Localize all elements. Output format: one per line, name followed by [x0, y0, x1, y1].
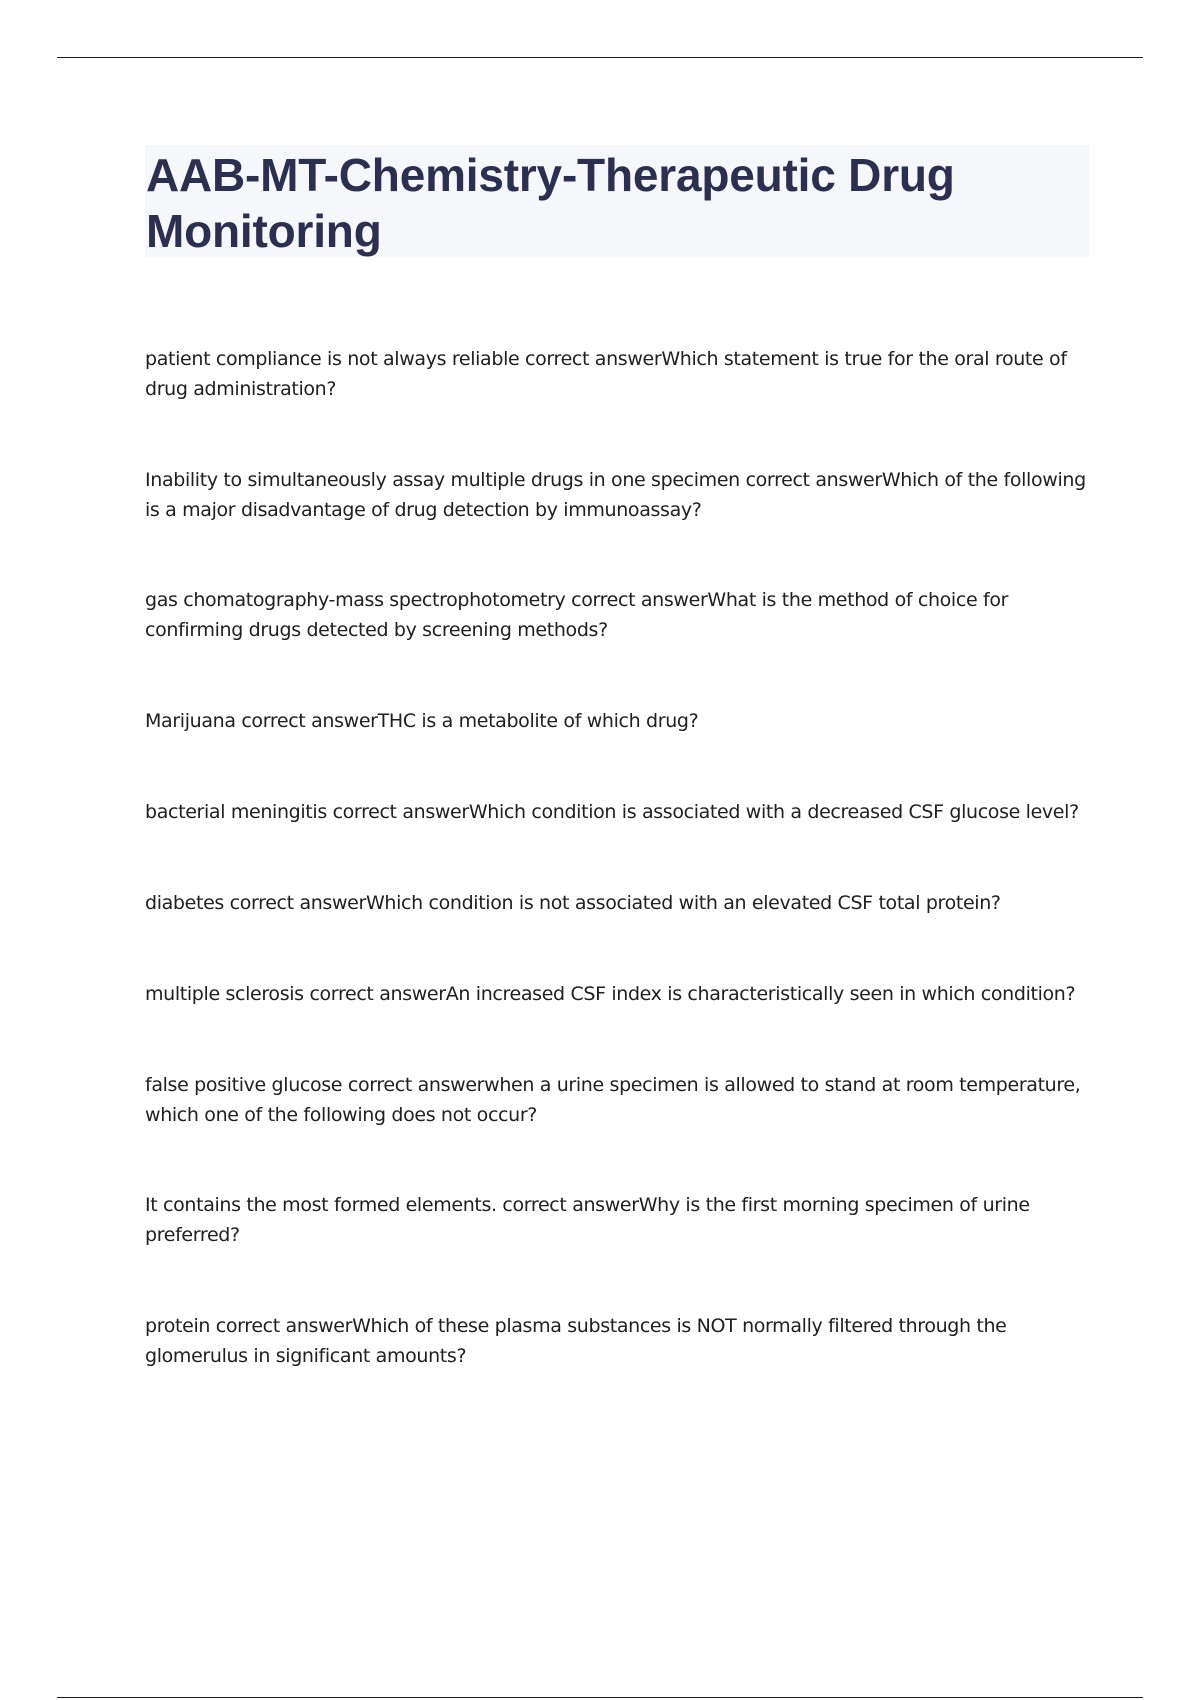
- question-text: Why is the first morning specimen of urine preferred?: [145, 1194, 1030, 1246]
- correct-answer-label: correct answer: [326, 801, 469, 823]
- correct-answer-label: correct answer: [303, 983, 446, 1005]
- question-text: Which condition is not associated with an elevated CSF total protein?: [365, 892, 1001, 914]
- answer-text: gas chomatography-mass spectrophotometry: [145, 589, 566, 611]
- qa-item: [145, 797, 1090, 827]
- answer-text: Inability to simultaneously assay multiple drugs in one specimen: [145, 469, 740, 491]
- question-text: What is the method of choice for confirming drugs detected by screening methods?: [145, 589, 1009, 641]
- correct-answer-label: correct answer: [235, 710, 378, 732]
- qa-item: [145, 888, 1090, 918]
- correct-answer-label: correct answer: [496, 1194, 639, 1216]
- question-text: Which of these plasma substances is NOT normally filtered through the glomerulus in significant amounts?: [145, 1315, 1007, 1367]
- question-text: An increased CSF index is characteristically seen in which condition?: [445, 983, 1076, 1005]
- title-block: [145, 145, 1089, 257]
- qa-item: [145, 465, 1090, 525]
- question-text: Which of the following is a major disadvantage of drug detection by immunoassay?: [145, 469, 1086, 521]
- document-title: AAB-MT-Chemistry-Therapeutic Drug Monitoring: [146, 149, 955, 257]
- qa-item: [145, 1070, 1090, 1130]
- answer-text: bacterial meningitis: [145, 801, 327, 823]
- answer-text: protein: [145, 1315, 211, 1337]
- question-text: THC is a metabolite of which drug?: [377, 710, 699, 732]
- answer-text: It contains the most formed elements.: [145, 1194, 497, 1216]
- qa-item: [145, 706, 1090, 736]
- qa-item: [145, 1311, 1090, 1371]
- qa-item: [145, 585, 1090, 645]
- correct-answer-label: correct answer: [342, 1074, 485, 1096]
- correct-answer-label: correct answer: [739, 469, 882, 491]
- correct-answer-label: correct answer: [565, 589, 708, 611]
- qa-item: [145, 1190, 1090, 1250]
- question-text: when a urine specimen is allowed to stand at room temperature, which one of the following does not occur?: [145, 1074, 1081, 1126]
- qa-item: [145, 979, 1090, 1009]
- question-text: Which condition is associated with a decreased CSF glucose level?: [468, 801, 1079, 823]
- answer-text: false positive glucose: [145, 1074, 343, 1096]
- top-rule: [57, 57, 1143, 58]
- answer-text: patient compliance is not always reliable: [145, 348, 520, 370]
- bottom-rule: [57, 1697, 1143, 1698]
- question-text: Which statement is true for the oral route of drug administration?: [145, 348, 1067, 400]
- correct-answer-label: correct answer: [223, 892, 366, 914]
- qa-item: [145, 344, 1090, 404]
- correct-answer-label: correct answer: [519, 348, 662, 370]
- answer-text: Marijuana: [145, 710, 236, 732]
- answer-text: multiple sclerosis: [145, 983, 304, 1005]
- correct-answer-label: correct answer: [210, 1315, 353, 1337]
- answer-text: diabetes: [145, 892, 224, 914]
